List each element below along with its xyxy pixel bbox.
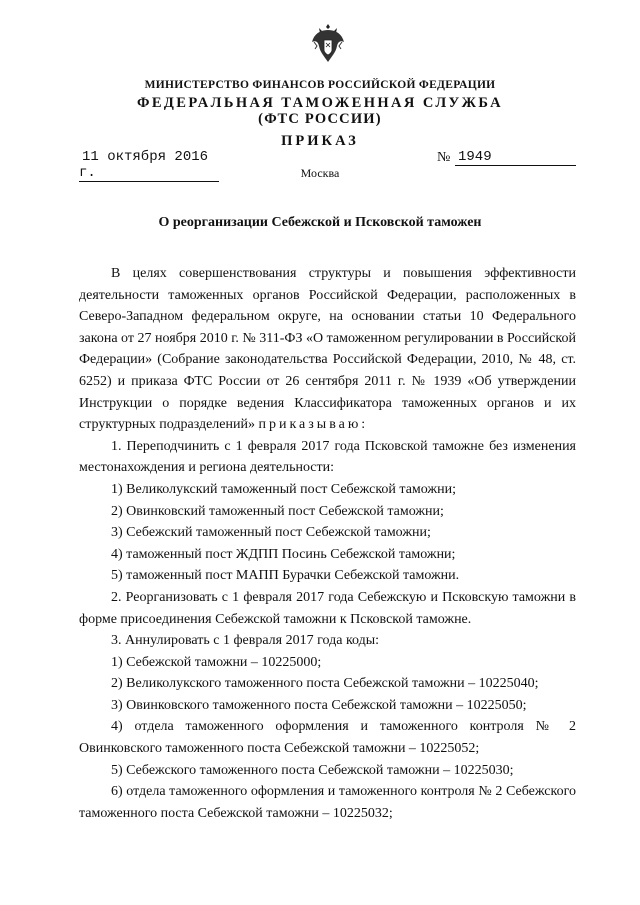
order-date: 11 октября 2016 г.	[79, 149, 209, 181]
order-word: приказываю:	[258, 417, 369, 433]
item-3-sub-3: 3) Овинковского таможенного поста Себежской таможни – 10225050;	[111, 697, 527, 713]
item-2: 2. Реорганизовать с 1 февраля 2017 года Себежскую и Псковскую таможни в форме присоединения Себежской таможни к Псковской таможне.	[79, 589, 576, 627]
item-3-sub-5: 5) Себежского таможенного поста Себежской таможни – 10225030;	[111, 762, 514, 778]
item-3: 3. Аннулировать с 1 февраля 2017 года коды:	[111, 633, 380, 649]
item-1-sub-5: 5) таможенный пост МАПП Бурачки Себежской таможни.	[111, 568, 460, 584]
item-3-sub-4: 4) отдела таможенного оформления и таможенного контроля № 2 Овинковского таможенного поста Себежской таможни – 10225052;	[79, 719, 576, 757]
order-number-field	[455, 149, 576, 166]
item-1-sub-1: 1) Великолукский таможенный пост Себежской таможни;	[111, 481, 456, 497]
coat-of-arms-emblem	[310, 22, 346, 64]
item-1-sub-2: 2) Овинковский таможенный пост Себежской таможни;	[111, 503, 444, 519]
ministry-name: МИНИСТЕРСТВО ФИНАНСОВ РОССИЙСКОЙ ФЕДЕРАЦИИ	[144, 79, 496, 91]
service-name: ФЕДЕРАЛЬНАЯ ТАМОЖЕННАЯ СЛУЖБА	[136, 95, 503, 111]
order-body	[79, 263, 576, 824]
item-3-sub-1: 1) Себежской таможни – 10225000;	[111, 654, 322, 670]
order-subject: О реорганизации Себежской и Псковской таможен	[158, 215, 482, 230]
item-1: 1. Переподчинить с 1 февраля 2017 года Псковской таможне без изменения местонахождения и региона деятельности:	[79, 438, 576, 476]
order-number: 1949	[458, 149, 492, 165]
item-3-sub-2: 2) Великолукского таможенного поста Себежской таможни – 10225040;	[111, 676, 539, 692]
item-1-sub-3: 3) Себежский таможенный пост Себежской таможни;	[111, 525, 431, 541]
order-number-label: №	[437, 150, 451, 165]
intro-text: В целях совершенствования структуры и повышения эффективности деятельности таможенных органов Российской Федерации, расположенных в Северо-Западном федеральном округе, на основании статьи 10 Федерального закона от 27 ноября 2010 г. № 311-ФЗ «О таможенном регулировании в Российской Федерации» (Собрание законодательства Российской Федерации, 2010, № 48, ст. 6252) и приказа ФТС России от 26 сентября 2011 г. № 1939 «Об утверждении Инструкции о порядке ведения Классификатора таможенных органов и их структурных подразделений»	[79, 266, 576, 433]
city: Москва	[300, 166, 340, 180]
item-1-sub-4: 4) таможенный пост ЖДПП Посинь Себежской таможни;	[111, 546, 456, 562]
service-short-name: (ФТС РОССИИ)	[258, 111, 382, 127]
intro-paragraph	[79, 263, 576, 436]
document-type: ПРИКАЗ	[281, 133, 359, 149]
item-3-sub-6: 6) отдела таможенного оформления и таможенного контроля № 2 Себежского таможенного поста Себежской таможни – 10225032;	[79, 784, 576, 821]
